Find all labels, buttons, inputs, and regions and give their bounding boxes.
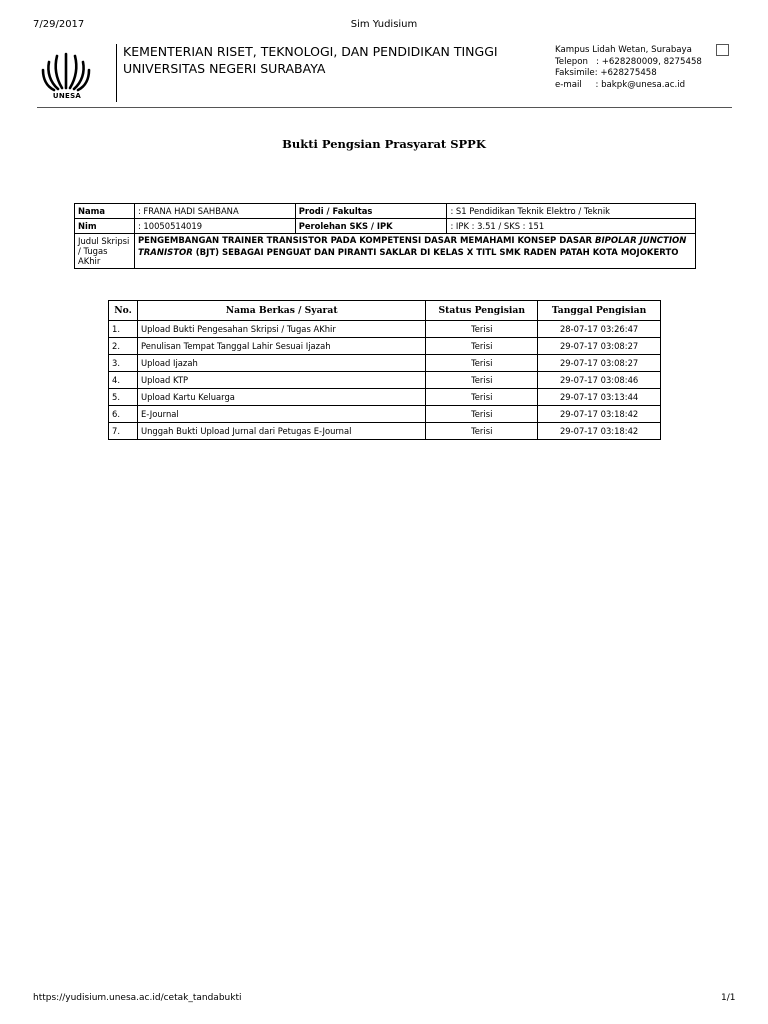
row-name: Unggah Bukti Upload Jurnal dari Petugas E-Journal	[137, 423, 425, 440]
table-row	[75, 234, 696, 269]
row-name: Upload Ijazah	[137, 355, 425, 372]
row-no: 4.	[109, 372, 138, 389]
row-date: 29-07-17 03:08:27	[538, 355, 661, 372]
row-status: Terisi	[426, 372, 538, 389]
table-row	[75, 219, 696, 234]
row-date: 29-07-17 03:08:46	[538, 372, 661, 389]
row-date: 29-07-17 03:18:42	[538, 406, 661, 423]
print-date: 7/29/2017	[33, 19, 85, 30]
thesis-title-part1: PENGEMBANGAN TRAINER TRANSISTOR PADA KOMPETENSI DASAR MEMAHAMI KONSEP DASAR	[137, 236, 596, 246]
table-row	[75, 204, 696, 219]
table-row	[109, 406, 661, 423]
thesis-title-part3: (BJT) SEBAGAI PENGUAT DAN PIRANTI SAKLAR DI KELAS X TITL SMK RADEN PATAH KOTA MOJOKERTO	[192, 247, 679, 258]
col-name-header: Nama Berkas / Syarat	[137, 301, 425, 321]
row-no: 5.	[109, 389, 138, 406]
university-name: UNIVERSITAS NEGERI SURABAYA	[123, 61, 326, 76]
header-rule	[37, 107, 732, 108]
row-status: Terisi	[426, 389, 538, 406]
col-status-header: Status Pengisian	[426, 301, 538, 321]
row-name: Upload KTP	[137, 372, 425, 389]
name-value: : FRANA HADI SAHBANA	[134, 204, 295, 219]
row-date: 28-07-17 03:26:47	[538, 321, 661, 338]
row-date: 29-07-17 03:13:44	[538, 389, 661, 406]
footer-url: https://yudisium.unesa.ac.id/cetak_tandabukti	[33, 993, 242, 1003]
contact-address: Kampus Lidah Wetan, Surabaya	[555, 45, 692, 55]
nim-label: Nim	[75, 219, 135, 234]
row-no: 3.	[109, 355, 138, 372]
nim-value: : 10050514019	[134, 219, 295, 234]
document-title: Bukti Pengsian Prasyarat SPPK	[282, 137, 486, 151]
table-row	[109, 423, 661, 440]
table-row	[109, 355, 661, 372]
row-status: Terisi	[426, 423, 538, 440]
contact-block	[555, 45, 702, 91]
row-date: 29-07-17 03:18:42	[538, 423, 661, 440]
requirements-table	[108, 300, 661, 440]
sks-label: Perolehan SKS / IPK	[295, 219, 447, 234]
table-row	[109, 372, 661, 389]
thesis-label: Judul Skripsi / Tugas AKhir	[75, 234, 135, 269]
row-no: 7.	[109, 423, 138, 440]
checkbox[interactable]	[716, 44, 729, 56]
logo-text: UNESA	[52, 92, 82, 100]
prodi-value: : S1 Pendidikan Teknik Elektro / Teknik	[447, 204, 696, 219]
table-row	[109, 389, 661, 406]
student-info-table	[74, 203, 696, 269]
row-status: Terisi	[426, 338, 538, 355]
row-name: E-Journal	[137, 406, 425, 423]
col-no-header: No.	[109, 301, 138, 321]
row-name: Upload Bukti Pengesahan Skripsi / Tugas AKhir	[137, 321, 425, 338]
row-status: Terisi	[426, 355, 538, 372]
header-divider	[116, 44, 117, 102]
table-row	[109, 338, 661, 355]
table-header-row	[109, 301, 661, 321]
print-page-title: Sim Yudisium	[350, 19, 418, 30]
ministry-name: KEMENTERIAN RISET, TEKNOLOGI, DAN PENDIDIKAN TINGGI	[123, 44, 498, 59]
row-date: 29-07-17 03:08:27	[538, 338, 661, 355]
thesis-title-italic: BIPOLAR JUNCTION TRANISTOR	[137, 236, 687, 258]
row-no: 2.	[109, 338, 138, 355]
thesis-title	[134, 234, 695, 269]
row-no: 1.	[109, 321, 138, 338]
row-name: Upload Kartu Keluarga	[137, 389, 425, 406]
row-status: Terisi	[426, 321, 538, 338]
row-name: Penulisan Tempat Tanggal Lahir Sesuai Ijazah	[137, 338, 425, 355]
name-label: Nama	[75, 204, 135, 219]
contact-email: e-mail : bakpk@unesa.ac.id	[555, 79, 686, 90]
row-status: Terisi	[426, 406, 538, 423]
prodi-label: Prodi / Fakultas	[295, 204, 447, 219]
col-date-header: Tanggal Pengisian	[538, 301, 661, 321]
row-no: 6.	[109, 406, 138, 423]
footer-page-number: 1/1	[721, 993, 736, 1003]
contact-fax: Faksimile: +628275458	[555, 68, 657, 78]
sks-value: : IPK : 3.51 / SKS : 151	[447, 219, 696, 234]
contact-phone: Telepon : +628280009, 8275458	[555, 56, 702, 67]
table-row	[109, 321, 661, 338]
